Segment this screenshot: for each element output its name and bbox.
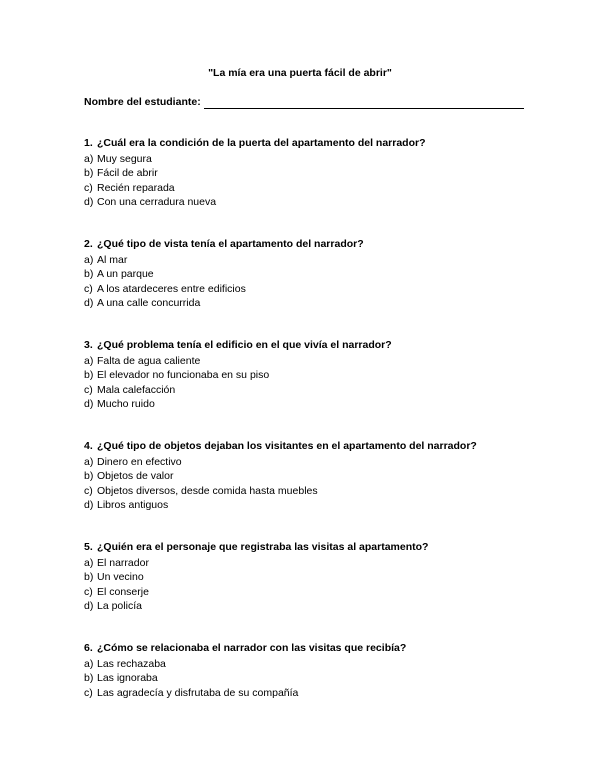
option-c: [84, 686, 554, 700]
question-heading: [84, 237, 554, 251]
option-text: Un vecino: [97, 571, 144, 584]
question-heading: [84, 338, 554, 352]
option-text: Al mar: [97, 254, 128, 266]
option-letter: d): [84, 196, 94, 209]
option-letter: a): [84, 557, 94, 569]
question-1: [84, 136, 554, 210]
option-letter: b): [84, 167, 94, 180]
option-d: [84, 498, 554, 512]
option-text: Con una cerradura nueva: [97, 196, 217, 209]
options-list: [84, 253, 554, 311]
option-text: Las rechazaba: [97, 658, 166, 670]
question-6: [84, 641, 554, 700]
question-number: 2.: [84, 238, 93, 250]
question-text: ¿Cuál era la condición de la puerta del apartamento del narrador?: [97, 137, 426, 149]
option-text: Muy segura: [97, 153, 152, 165]
option-letter: a): [84, 456, 94, 468]
option-letter: c): [84, 282, 93, 295]
student-name-label: Nombre del estudiante:: [84, 96, 201, 108]
option-a: [84, 455, 554, 469]
option-b: [84, 469, 554, 483]
question-heading: [84, 439, 554, 453]
option-text: Libros antiguos: [97, 499, 169, 512]
option-c: [84, 383, 554, 397]
option-b: [84, 570, 554, 584]
student-name-blank-line: [204, 97, 524, 109]
options-list: [84, 455, 554, 513]
option-c: [84, 282, 554, 296]
document-title: "La mía era una puerta fácil de abrir": [208, 67, 392, 79]
student-name-row: [84, 93, 524, 109]
option-letter: c): [84, 585, 93, 598]
question-number: 6.: [84, 642, 93, 654]
option-letter: d): [84, 297, 94, 310]
option-text: La policía: [97, 600, 142, 613]
option-text: El narrador: [97, 557, 149, 569]
question-text: ¿Qué tipo de vista tenía el apartamento del narrador?: [97, 238, 364, 250]
option-letter: d): [84, 600, 94, 613]
option-letter: a): [84, 153, 94, 165]
option-letter: b): [84, 470, 94, 483]
question-number: 4.: [84, 440, 93, 452]
question-number: 1.: [84, 137, 93, 149]
option-a: [84, 556, 554, 570]
question-4: [84, 439, 554, 513]
options-list: [84, 354, 554, 412]
option-a: [84, 354, 554, 368]
option-text: Objetos de valor: [97, 470, 174, 483]
option-d: [84, 296, 554, 310]
option-text: El conserje: [97, 585, 149, 598]
option-letter: d): [84, 499, 94, 512]
option-letter: b): [84, 672, 94, 685]
option-c: [84, 484, 554, 498]
option-text: Falta de agua caliente: [97, 355, 201, 367]
option-text: Las ignoraba: [97, 672, 158, 685]
option-a: [84, 253, 554, 267]
option-letter: d): [84, 398, 94, 411]
option-letter: c): [84, 484, 93, 497]
option-letter: b): [84, 369, 94, 382]
option-b: [84, 368, 554, 382]
option-letter: c): [84, 686, 93, 699]
option-letter: c): [84, 383, 93, 396]
option-text: Mala calefacción: [97, 383, 176, 396]
question-heading: [84, 540, 554, 554]
question-2: [84, 237, 554, 311]
option-letter: b): [84, 268, 94, 281]
option-text: Fácil de abrir: [97, 167, 158, 180]
option-b: [84, 267, 554, 281]
question-text: ¿Qué problema tenía el edificio en el que vivía el narrador?: [97, 339, 392, 351]
options-list: [84, 556, 554, 614]
question-number: 3.: [84, 339, 93, 351]
question-5: [84, 540, 554, 614]
option-text: Las agradecía y disfrutaba de su compañía: [97, 686, 299, 699]
option-b: [84, 166, 554, 180]
option-text: Objetos diversos, desde comida hasta muebles: [97, 484, 318, 497]
option-letter: c): [84, 181, 93, 194]
option-text: El elevador no funcionaba en su piso: [97, 369, 270, 382]
option-c: [84, 585, 554, 599]
options-list: [84, 152, 554, 210]
option-text: Recién reparada: [97, 181, 175, 194]
option-letter: a): [84, 658, 94, 670]
option-a: [84, 152, 554, 166]
option-text: Dinero en efectivo: [97, 456, 182, 468]
option-text: A una calle concurrida: [97, 297, 201, 310]
question-text: ¿Qué tipo de objetos dejaban los visitantes en el apartamento del narrador?: [97, 440, 477, 452]
option-letter: b): [84, 571, 94, 584]
question-heading: [84, 136, 554, 150]
question-number: 5.: [84, 541, 93, 553]
option-text: Mucho ruido: [97, 398, 155, 411]
option-a: [84, 657, 554, 671]
option-text: A los atardeceres entre edificios: [97, 282, 246, 295]
question-text: ¿Quién era el personaje que registraba las visitas al apartamento?: [97, 541, 429, 553]
option-d: [84, 195, 554, 209]
option-letter: a): [84, 254, 94, 266]
option-text: A un parque: [97, 268, 154, 281]
option-d: [84, 599, 554, 613]
question-3: [84, 338, 554, 412]
option-letter: a): [84, 355, 94, 367]
question-heading: [84, 641, 554, 655]
option-c: [84, 181, 554, 195]
options-list: [84, 657, 554, 700]
question-text: ¿Cómo se relacionaba el narrador con las visitas que recibía?: [97, 642, 407, 654]
option-b: [84, 671, 554, 685]
option-d: [84, 397, 554, 411]
